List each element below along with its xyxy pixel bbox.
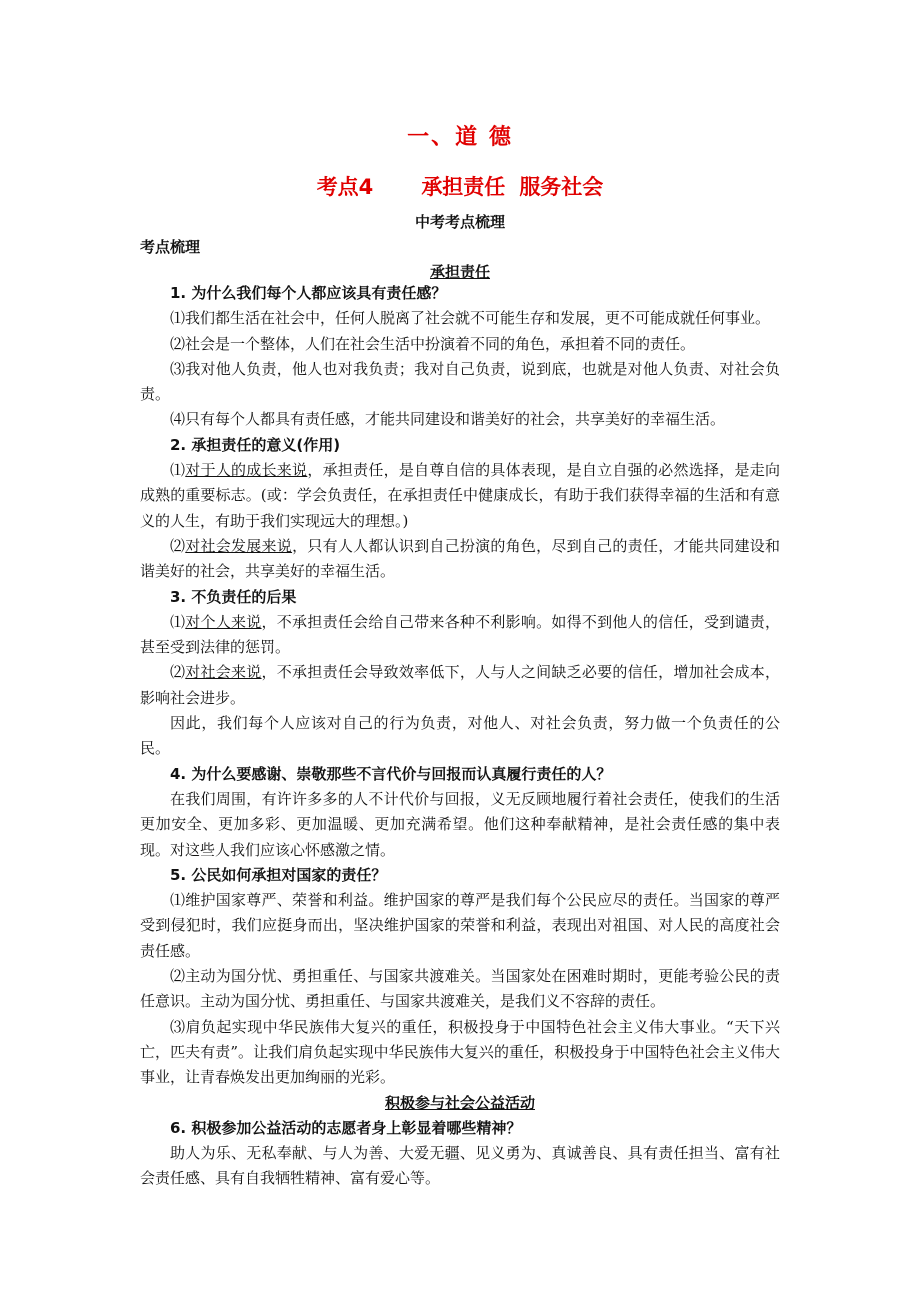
q6-paragraph-1: 助人为乐、无私奉献、与人为善、大爱无疆、见义勇为、真诚善良、具有责任担当、富有社会责任感、具有自我牺牲精神、富有爱心等。 — [140, 1144, 780, 1188]
topic-title-b: 服务社会 — [519, 175, 604, 199]
question-4-title: 4. 为什么要感谢、崇敬那些不言代价与回报而认真履行责任的人？ — [170, 764, 612, 783]
q1-paragraph-1: ⑴我们都生活在社会中，任何人脱离了社会就不可能生存和发展，更不可能成就任何事业。 — [170, 309, 771, 328]
subtitle: 中考考点梳理 — [414, 213, 505, 231]
section-label: 考点梳理 — [140, 238, 201, 256]
q4-paragraph-1: 在我们周围，有许许多多的人不计代价与回报，义无反顾地履行着社会责任，使我们的生活更加安全、更加多彩、更加温暖、更加充满希望。他们这种奉献精神，是社会责任感的集中表现。对这些人我们应该心怀感激之情。 — [140, 789, 780, 859]
q3-p1-underline: 对个人来说 — [185, 612, 262, 631]
q1-paragraph-4: ⑷只有每个人都具有责任感，才能共同建设和谐美好的社会，共享美好的幸福生活。 — [170, 410, 726, 429]
question-3-title: 3. 不负责任的后果 — [170, 587, 297, 606]
q5-paragraph-1: ⑴维护国家尊严、荣誉和利益。维护国家的尊严是我们每个公民应尽的责任。当国家的尊严受到侵犯时，我们应挺身而出，坚决维护国家的荣誉和利益，表现出对祖国、对人民的高度社会责任感。 — [140, 891, 780, 960]
topic-title — [0, 171, 920, 201]
q3-paragraph-1: ⑴对个人来说，不承担责任会给自己带来各种不利影响。如得不到他人的信任，受到谴责，甚至受到法律的惩罚。 — [140, 612, 780, 657]
q3-p2-underline: 对社会来说 — [185, 663, 262, 682]
question-1-title: 1. 为什么我们每个人都应该具有责任感？ — [170, 284, 447, 302]
section-heading-2 — [140, 1091, 780, 1116]
q5-paragraph-3: ⑶肩负起实现中华民族伟大复兴的重任，积极投身于中国特色社会主义伟大事业。“天下兴亡，匹夫有责”。让我们肩负起实现中华民族伟大复兴的重任，积极投身于中国特色社会主义伟大事业，让青春焕发出更加绚丽的光彩。 — [140, 1017, 780, 1087]
q2-p2-underline: 对社会发展来说 — [185, 536, 293, 555]
content-body — [140, 284, 780, 1192]
q3-paragraph-3: 因此，我们每个人应该对自己的行为负责，对他人、对社会负责，努力做一个负责任的公民。 — [140, 714, 780, 758]
q1-paragraph-2: ⑵社会是一个整体，人们在社会生活中扮演着不同的角色，承担着不同的责任。 — [170, 334, 696, 353]
q2-paragraph-2: ⑵对社会发展来说，只有人人都认识到自己扮演的角色，尽到自己的责任，才能共同建设和谐美好的社会，共享美好的幸福生活。 — [140, 536, 780, 581]
q3-paragraph-2: ⑵对社会来说，不承担责任会导致效率低下，人与人之间缺乏必要的信任，增加社会成本，影响社会进步。 — [140, 663, 780, 707]
q1-paragraph-3: ⑶我对他人负责，他人也对我负责；我对自己负责，说到底，也就是对他人负责、对社会负责。 — [140, 359, 780, 404]
q5-paragraph-2: ⑵主动为国分忧、勇担重任、与国家共渡难关。当国家处在困难时期时，更能考验公民的责任意识。主动为国分忧、勇担重任、与国家共渡难关，是我们义不容辞的责任。 — [140, 967, 780, 1011]
q2-p1-underline: 对于人的成长来说 — [185, 461, 308, 480]
section-heading-2-text: 积极参与社会公益活动 — [384, 1093, 535, 1112]
topic-title-a: 承担责任 — [421, 175, 506, 199]
q2-paragraph-1: ⑴对于人的成长来说，承担责任，是自尊自信的具体表现，是自立自强的必然选择，是走向成熟的重要标志。(或：学会负责任，在承担责任中健康成长，有助于我们获得幸福的生活和有意义的人生，有助于我们实现远大的理想。) — [140, 461, 780, 530]
question-2-title: 2. 承担责任的意义(作用) — [170, 435, 341, 454]
question-6-title: 6. 积极参加公益活动的志愿者身上彰显着哪些精神？ — [170, 1118, 522, 1137]
section-heading-1-text: 承担责任 — [429, 263, 490, 281]
topic-label: 考点4 — [316, 175, 374, 199]
chapter-title: 一、道 德 — [407, 125, 513, 150]
section-heading-1 — [0, 261, 920, 282]
question-5-title: 5. 公民如何承担对国家的责任？ — [170, 865, 387, 884]
